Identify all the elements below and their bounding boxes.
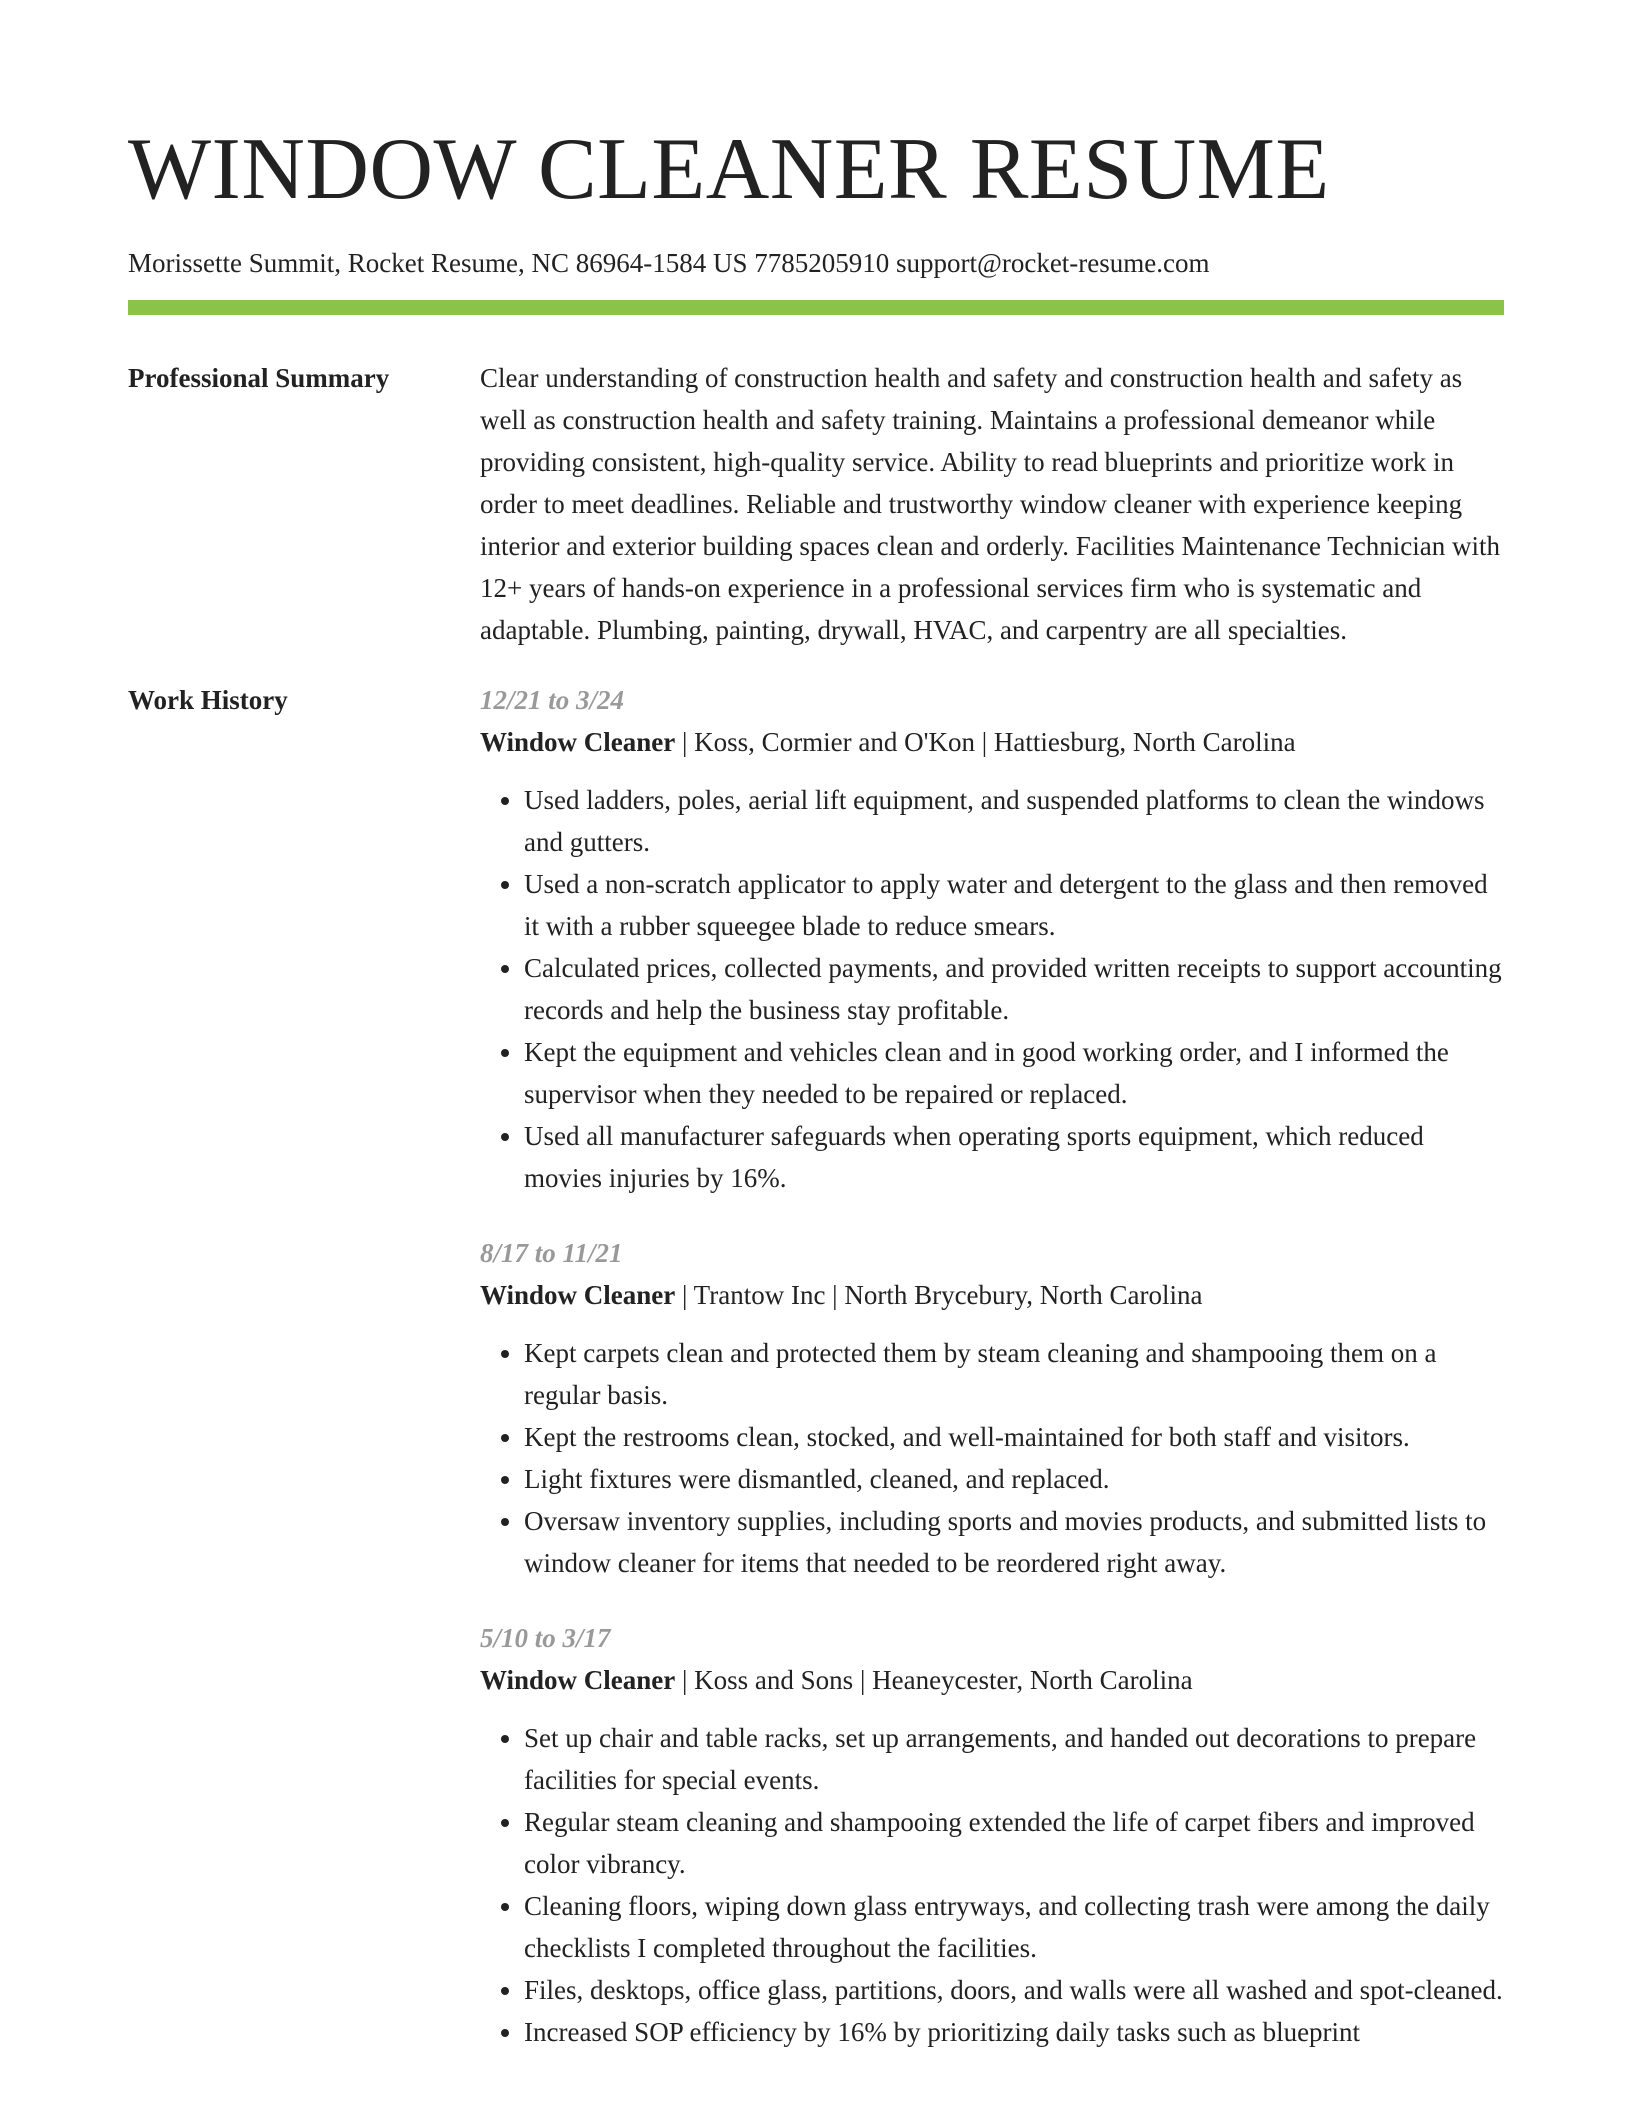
job-bullet: • Regular steam cleaning and shampooing extended the life of carpet fibers and improved color vibrancy. bbox=[524, 1801, 1504, 1885]
job-bullet: • Used a non-scratch applicator to apply water and detergent to the glass and then removed it with a rubber squeegee blade to reduce smears. bbox=[524, 863, 1504, 947]
job-bullet-list bbox=[480, 1332, 1504, 1584]
job-bullet: • Used all manufacturer safeguards when operating sports equipment, which reduced movies injuries by 16%. bbox=[524, 1115, 1504, 1199]
job-entry bbox=[480, 1617, 1504, 2053]
job-employer-location: | Trantow Inc | North Brycebury, North Carolina bbox=[675, 1280, 1203, 1310]
job-title-line bbox=[480, 1659, 1504, 1701]
accent-divider bbox=[128, 300, 1504, 315]
job-title-line bbox=[480, 721, 1504, 763]
job-title: Window Cleaner bbox=[480, 1665, 676, 1695]
job-dates: 12/21 to 3/24 bbox=[480, 685, 625, 715]
job-bullet: • Kept the equipment and vehicles clean and in good working order, and I informed the supervisor when they needed to be repaired or replaced. bbox=[524, 1031, 1504, 1115]
section-label-work-history: Work History bbox=[128, 685, 288, 715]
job-bullet: • Set up chair and table racks, set up arrangements, and handed out decorations to prepare facilities for special events. bbox=[524, 1717, 1504, 1801]
job-bullet: • Kept carpets clean and protected them by steam cleaning and shampooing them on a regular basis. bbox=[524, 1332, 1504, 1416]
summary-text: Clear understanding of construction health and safety and construction health and safety as well as construction health and safety training. Maintains a professional demeanor while providing consistent, high-quality service. Ability to read blueprints and prioritize work in order to meet deadlines. Reliable and trustworthy window cleaner with experience keeping interior and exterior building spaces clean and orderly. Facilities Maintenance Technician with 12+ years of hands-on experience in a professional services firm who is systematic and adaptable. Plumbing, painting, drywall, HVAC, and carpentry are all specialties. bbox=[480, 363, 1501, 645]
resume-title: WINDOW CLEANER RESUME bbox=[128, 121, 1330, 218]
job-entry bbox=[480, 1232, 1504, 1584]
work-history-body bbox=[480, 679, 1504, 2086]
job-bullet: • Files, desktops, office glass, partitions, doors, and walls were all washed and spot-cleaned. bbox=[524, 1969, 1504, 2011]
job-bullet: • Increased SOP efficiency by 16% by prioritizing daily tasks such as blueprint bbox=[524, 2011, 1504, 2053]
job-bullet: • Used ladders, poles, aerial lift equipment, and suspended platforms to clean the windows and gutters. bbox=[524, 779, 1504, 863]
job-employer-location: | Koss, Cormier and O'Kon | Hattiesburg, North Carolina bbox=[675, 727, 1296, 757]
job-bullet: • Oversaw inventory supplies, including sports and movies products, and submitted lists to window cleaner for items that needed to be reordered right away. bbox=[524, 1500, 1504, 1584]
section-label-summary: Professional Summary bbox=[128, 363, 390, 393]
resume-page bbox=[128, 120, 1504, 2086]
job-bullet: • Calculated prices, collected payments, and provided written receipts to support accounting records and help the business stay profitable. bbox=[524, 947, 1504, 1031]
job-bullet: • Cleaning floors, wiping down glass entryways, and collecting trash were among the daily checklists I completed throughout the facilities. bbox=[524, 1885, 1504, 1969]
job-dates: 5/10 to 3/17 bbox=[480, 1623, 611, 1653]
summary-body bbox=[480, 357, 1504, 651]
contact-info: Morissette Summit, Rocket Resume, NC 86964-1584 US 7785205910 support@rocket-resume.com bbox=[128, 248, 1210, 278]
job-title-line bbox=[480, 1274, 1504, 1316]
job-bullet: • Light fixtures were dismantled, cleaned, and replaced. bbox=[524, 1458, 1504, 1500]
professional-summary-section bbox=[128, 357, 1504, 651]
job-title: Window Cleaner bbox=[480, 727, 676, 757]
job-bullet-list bbox=[480, 779, 1504, 1199]
job-bullet-list bbox=[480, 1717, 1504, 2053]
job-employer-location: | Koss and Sons | Heaneycester, North Carolina bbox=[675, 1665, 1193, 1695]
job-entry bbox=[480, 679, 1504, 1199]
job-dates: 8/17 to 11/21 bbox=[480, 1238, 623, 1268]
work-history-section bbox=[128, 679, 1504, 2086]
job-bullet: • Kept the restrooms clean, stocked, and well-maintained for both staff and visitors. bbox=[524, 1416, 1504, 1458]
job-title: Window Cleaner bbox=[480, 1280, 676, 1310]
